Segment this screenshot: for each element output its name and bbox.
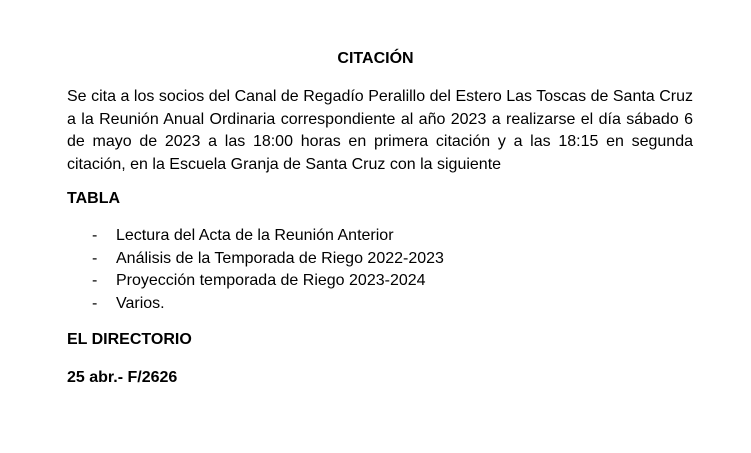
agenda-item [67,225,444,248]
agenda-item-text: Análisis de la Temporada de Riego 2022-2023 [116,249,444,267]
bullet-dash: - [92,227,98,244]
agenda-list [67,225,444,315]
notice-title: CITACIÓN [337,50,414,67]
bullet-dash: - [92,272,98,289]
agenda-heading: TABLA [67,190,121,207]
bullet-dash: - [92,294,98,312]
agenda-item-text: Proyección temporada de Riego 2023-2024 [116,272,426,289]
agenda-item-text: Varios. [116,294,165,312]
notice-body-paragraph: Se cita a los socios del Canal de Regadío Peralillo del Estero Las Toscas de Santa Cruz a la Reunión Anual Ordinaria correspondiente al año 2023 a realizarse el día sábado 6 de mayo de 2023 a las 18:00 horas en primera citación y a las 18:15 en segunda citación, en la Escuela Granja de Santa Cruz con la siguiente [67,88,693,173]
signature-line: EL DIRECTORIO [67,331,192,348]
bullet-dash: - [92,249,98,267]
agenda-item [67,248,444,271]
agenda-item-text: Lectura del Acta de la Reunión Anterior [116,227,394,244]
publication-reference: 25 abr.- F/2626 [67,369,178,386]
agenda-item [67,270,444,293]
agenda-item [67,293,444,316]
